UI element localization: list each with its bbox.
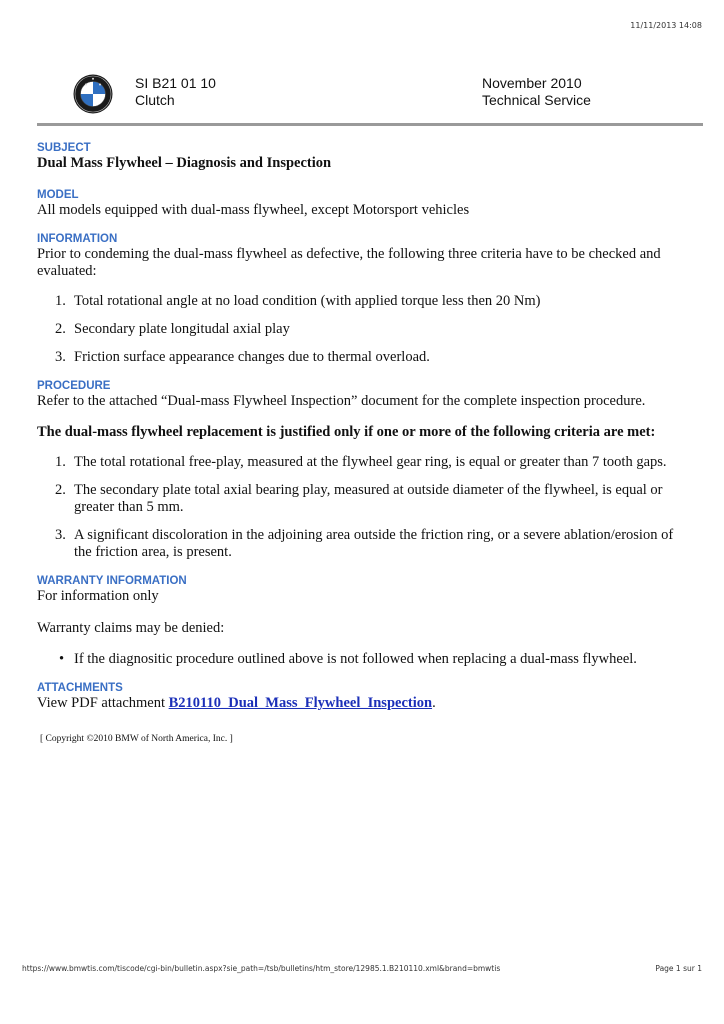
list-item <box>37 482 697 516</box>
criteria-heading: The dual-mass flywheel replacement is justified only if one or more of the following criteria are met: <box>37 424 656 440</box>
attachment-suffix: . <box>432 695 436 711</box>
list-item <box>37 527 697 561</box>
list-item <box>37 321 697 338</box>
list-item-text: The total rotational free-play, measured at the flywheel gear ring, is equal or greater than 7 tooth gaps. <box>74 454 667 470</box>
list-item <box>37 349 697 366</box>
information-label: INFORMATION <box>37 233 118 245</box>
bulletin-number: SI B21 01 10 <box>135 75 216 91</box>
list-item-text: Secondary plate longitudal axial play <box>74 321 290 337</box>
footer-page-number: Page 1 sur 1 <box>655 964 702 973</box>
information-intro-line1: Prior to condeming the dual-mass flywheel as defective, the following three criteria have to be checked and <box>37 246 661 262</box>
procedure-text: Refer to the attached “Dual-mass Flywheel Inspection” document for the complete inspection procedure. <box>37 393 646 409</box>
subject-label: SUBJECT <box>37 142 91 154</box>
header-divider <box>37 123 703 126</box>
list-item-number: 1. <box>55 454 66 470</box>
bmw-roundel-icon <box>73 74 113 114</box>
subject-title: Dual Mass Flywheel – Diagnosis and Inspection <box>37 155 332 171</box>
attachments-line <box>37 695 697 712</box>
list-item-text: A significant discoloration in the adjoining area outside the friction ring, or a severe ablation/erosion of <box>74 527 674 543</box>
information-criteria-list <box>37 293 697 366</box>
list-item-number: 2. <box>55 482 66 498</box>
bulletin-date: November 2010 <box>482 75 582 91</box>
list-item <box>37 651 697 668</box>
footer-url: https://www.bmwtis.com/tiscode/cgi-bin/bulletin.aspx?sie_path=/tsb/bulletins/htm_store/12985.1.B210110.xml&brand=bmwtis <box>22 964 501 973</box>
warranty-bullet-list <box>37 651 697 668</box>
list-item-text-continued: greater than 5 mm. <box>74 499 184 515</box>
bulletin-date-block <box>482 75 591 109</box>
attachment-prefix: View PDF attachment <box>37 695 169 711</box>
list-item <box>37 454 697 471</box>
list-item-number: 3. <box>55 527 66 543</box>
list-item-number: 1. <box>55 293 66 309</box>
list-item-text: Total rotational angle at no load condition (with applied torque less then 20 Nm) <box>74 293 541 309</box>
attachment-pdf-link[interactable]: B210110_Dual_Mass_Flywheel_Inspection <box>168 695 433 711</box>
replacement-criteria-list <box>37 454 697 561</box>
list-item-text: The secondary plate total axial bearing play, measured at outside diameter of the flywheel, is equal or <box>74 482 663 498</box>
model-text: All models equipped with dual-mass flywheel, except Motorsport vehicles <box>37 202 470 218</box>
list-item-text: Friction surface appearance changes due to thermal overload. <box>74 349 430 365</box>
warranty-claims-text: Warranty claims may be denied: <box>37 620 225 636</box>
copyright-notice: [ Copyright ©2010 BMW of North America, Inc. ] <box>40 733 233 744</box>
bulletin-category: Clutch <box>135 92 175 108</box>
list-item-text: If the diagnositic procedure outlined above is not followed when replacing a dual-mass flywheel. <box>74 651 637 667</box>
bulletin-department: Technical Service <box>482 92 591 108</box>
print-timestamp: 11/11/2013 14:08 <box>630 21 702 30</box>
attachments-label: ATTACHMENTS <box>37 682 123 694</box>
information-intro-line2: evaluated: <box>37 263 97 279</box>
bulletin-header <box>0 74 724 118</box>
list-item-number: 3. <box>55 349 66 365</box>
list-item-number: 2. <box>55 321 66 337</box>
procedure-label: PROCEDURE <box>37 380 111 392</box>
bulletin-id-block <box>135 75 216 109</box>
bulletin-body <box>37 141 697 753</box>
warranty-label: WARRANTY INFORMATION <box>37 575 187 587</box>
model-label: MODEL <box>37 189 79 201</box>
bullet-icon: • <box>59 651 65 667</box>
list-item <box>37 293 697 310</box>
list-item-text-continued: the friction area, is present. <box>74 544 232 560</box>
warranty-text: For information only <box>37 588 159 604</box>
